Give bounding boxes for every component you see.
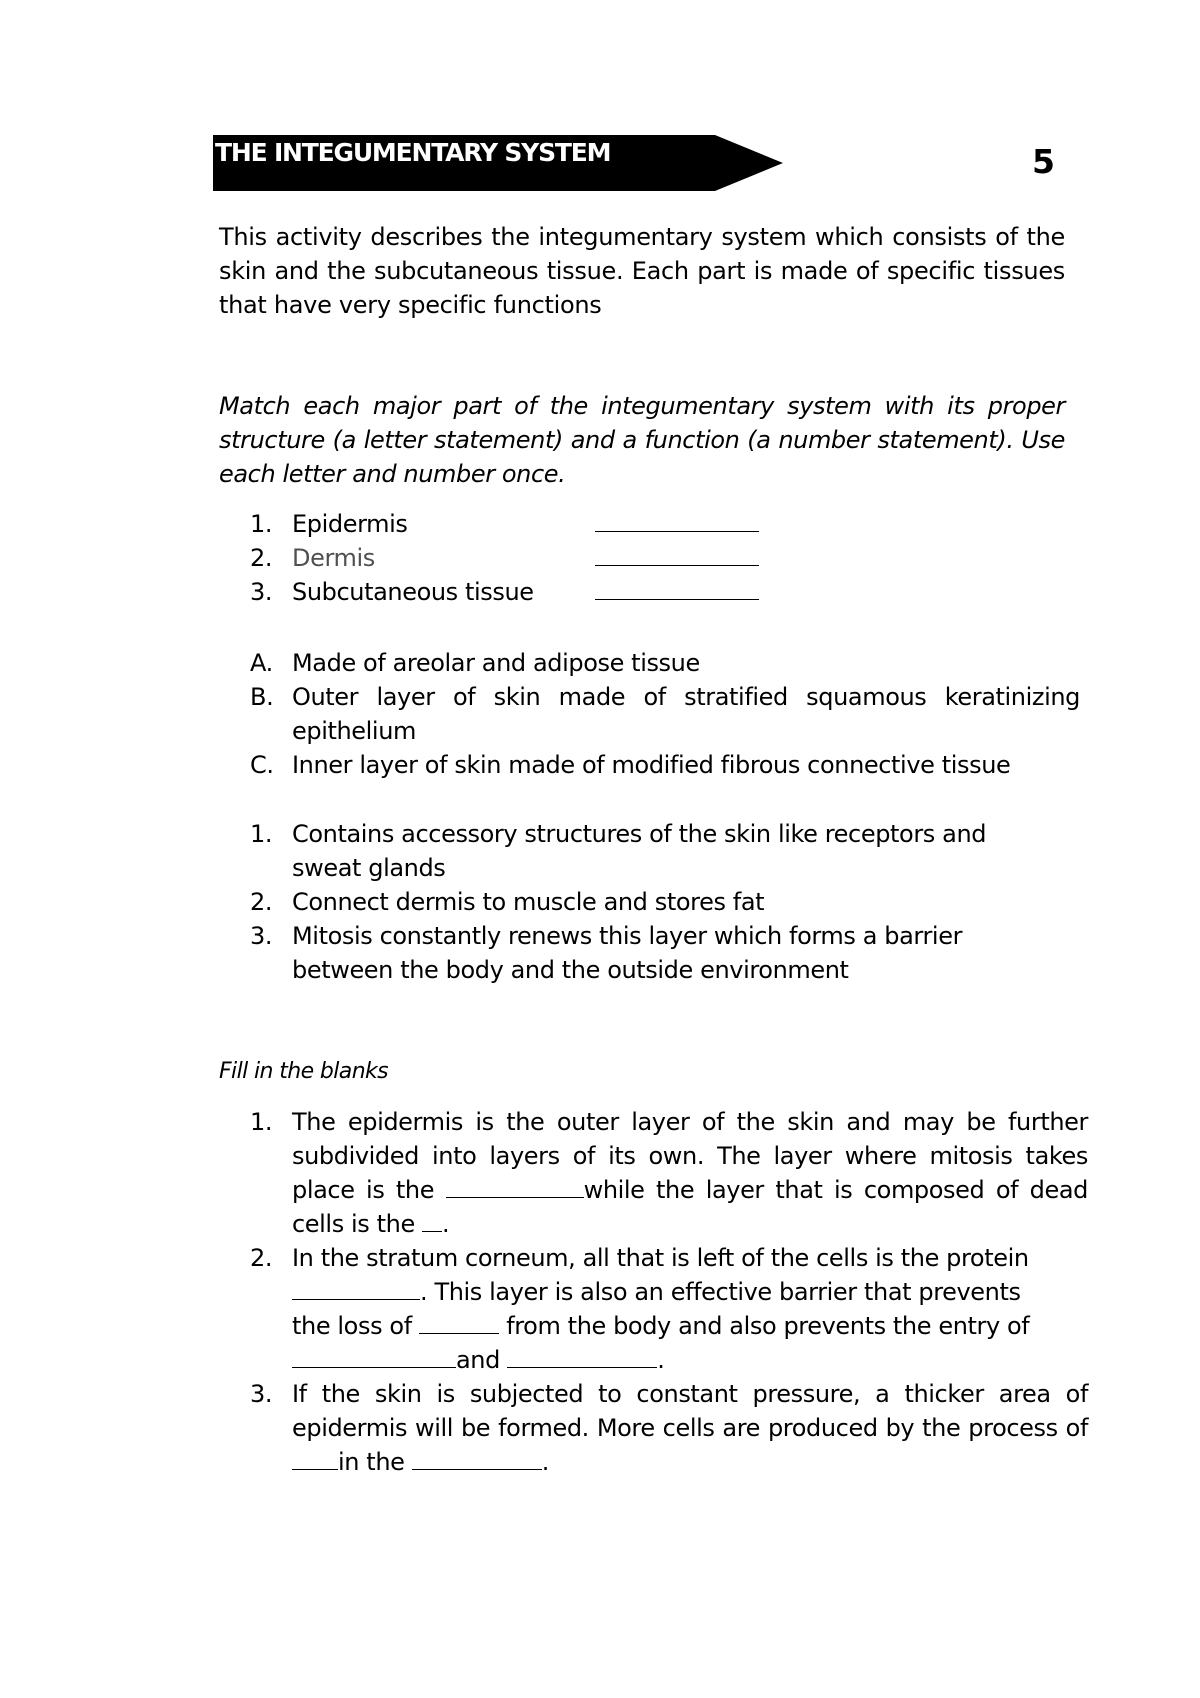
- structure-item: [250, 646, 1080, 680]
- structure-text: Outer layer of skin made of stratified squamous keratinizing epithelium: [292, 683, 1080, 745]
- answer-blank[interactable]: [595, 507, 759, 532]
- fill-in-item: [250, 1241, 1088, 1377]
- answer-blank[interactable]: [595, 575, 759, 600]
- function-marker: 3.: [250, 922, 273, 950]
- part-item: [250, 575, 1080, 609]
- fill-in-segment: from the body and also prevents the entry of: [498, 1312, 1030, 1340]
- answer-blank[interactable]: [419, 1311, 499, 1334]
- answer-blank[interactable]: [292, 1447, 338, 1470]
- fill-in-segment: .: [541, 1448, 549, 1476]
- function-marker: 2.: [250, 888, 273, 916]
- answer-blank[interactable]: [412, 1447, 542, 1470]
- structure-marker: A.: [250, 649, 273, 677]
- function-text: Mitosis constantly renews this layer which forms a barrier between the body and the outside environment: [292, 922, 963, 984]
- fill-in-segment: If the skin is subjected to constant pressure, a thicker area of epidermis will be formed. More cells are produced by the process of: [292, 1380, 1088, 1442]
- part-label: Dermis: [292, 544, 375, 572]
- fill-in-text: [292, 1377, 1088, 1479]
- fill-in-marker: 2.: [250, 1244, 273, 1272]
- part-item: [250, 507, 1080, 541]
- fill-in-segment: The epidermis is the outer layer of the skin and may be further subdivided into layers of its own. The layer where mitosis takes place is the: [292, 1108, 1088, 1204]
- function-item: [250, 919, 1010, 987]
- answer-blank[interactable]: [595, 541, 759, 566]
- structures-list: [250, 646, 1080, 782]
- answer-blank[interactable]: [292, 1277, 420, 1300]
- fill-in-item: [250, 1105, 1088, 1241]
- fill-in-segment: .: [442, 1210, 450, 1238]
- part-item: [250, 541, 1080, 575]
- part-label: Epidermis: [292, 510, 408, 538]
- function-text: Connect dermis to muscle and stores fat: [292, 888, 765, 916]
- functions-list: [250, 817, 1010, 987]
- page-title: THE INTEGUMENTARY SYSTEM: [215, 138, 611, 167]
- fill-in-text: [292, 1241, 1052, 1377]
- structure-marker: B.: [250, 683, 274, 711]
- fill-in-text: [292, 1105, 1088, 1241]
- structure-marker: C.: [250, 751, 274, 779]
- part-marker: 2.: [250, 544, 273, 572]
- function-marker: 1.: [250, 820, 273, 848]
- fill-in-segment: .: [657, 1346, 665, 1374]
- structure-item: [250, 680, 1080, 748]
- function-item: [250, 817, 1010, 885]
- answer-blank[interactable]: [507, 1345, 657, 1368]
- part-marker: 3.: [250, 578, 273, 606]
- fill-in-segment: and: [456, 1346, 508, 1374]
- fill-in-segment: in the: [338, 1448, 412, 1476]
- part-label: Subcutaneous tissue: [292, 578, 534, 606]
- fill-in-marker: 1.: [250, 1108, 273, 1136]
- function-text: Contains accessory structures of the skin like receptors and sweat glands: [292, 820, 987, 882]
- answer-blank[interactable]: [292, 1345, 456, 1368]
- page-number: 5: [1032, 142, 1055, 181]
- fill-in-item: [250, 1377, 1088, 1479]
- parts-list: [250, 507, 1080, 609]
- function-item: [250, 885, 1010, 919]
- fill-in-list: [250, 1105, 1088, 1479]
- structure-item: [250, 748, 1080, 782]
- structure-text: Inner layer of skin made of modified fibrous connective tissue: [292, 751, 1011, 779]
- answer-blank[interactable]: [422, 1209, 442, 1232]
- fill-in-segment: while the layer that is composed of dead cells is the: [292, 1176, 1088, 1238]
- part-marker: 1.: [250, 510, 273, 538]
- answer-blank[interactable]: [446, 1175, 584, 1198]
- intro-paragraph: This activity describes the integumentary system which consists of the skin and the subcutaneous tissue. Each part is made of specific tissues that have very specific functions: [219, 223, 1065, 319]
- fill-in-segment: In the stratum corneum, all that is left of the cells is the protein: [292, 1244, 1029, 1272]
- structure-text: Made of areolar and adipose tissue: [292, 649, 700, 677]
- fill-in-marker: 3.: [250, 1380, 273, 1408]
- fill-in-instruction: Fill in the blanks: [219, 1059, 389, 1084]
- fill-in-segment: . This layer is also an effective barrier that prevents the loss of: [292, 1278, 1021, 1340]
- matching-instruction: Match each major part of the integumentary system with its proper structure (a letter statement) and a function (a number statement). Use each letter and number once.: [219, 392, 1065, 488]
